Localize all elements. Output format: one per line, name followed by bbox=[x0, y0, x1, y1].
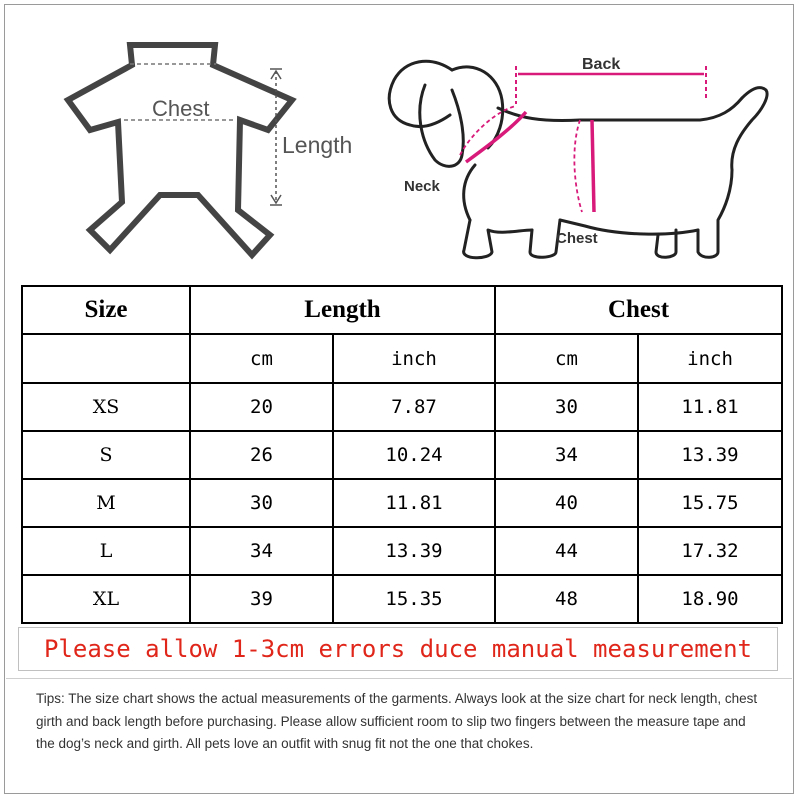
length-inch-cell: 10.24 bbox=[333, 431, 495, 479]
size-chart-table bbox=[21, 285, 783, 624]
chest-inch-cell: 15.75 bbox=[638, 479, 782, 527]
table-row bbox=[22, 479, 782, 527]
dog-chest-label: Chest bbox=[556, 230, 598, 247]
garment-length-label: Length bbox=[282, 132, 353, 158]
length-inch-unit: inch bbox=[333, 334, 495, 383]
length-cm-cell: 20 bbox=[190, 383, 333, 431]
garment-chest-label: Chest bbox=[152, 96, 210, 121]
chest-inch-cell: 17.32 bbox=[638, 527, 782, 575]
chest-inch-cell: 11.81 bbox=[638, 383, 782, 431]
divider bbox=[6, 678, 792, 679]
table-row bbox=[22, 383, 782, 431]
chest-header: Chest bbox=[495, 286, 782, 334]
dog-diagram bbox=[380, 30, 780, 280]
length-inch-cell: 11.81 bbox=[333, 479, 495, 527]
units-blank-cell bbox=[22, 334, 190, 383]
units-row bbox=[22, 334, 782, 383]
garment-diagram bbox=[60, 30, 380, 280]
size-header: Size bbox=[22, 286, 190, 334]
chest-cm-cell: 40 bbox=[495, 479, 638, 527]
size-cell: S bbox=[22, 431, 190, 479]
chest-inch-cell: 13.39 bbox=[638, 431, 782, 479]
length-cm-cell: 30 bbox=[190, 479, 333, 527]
size-cell: XL bbox=[22, 575, 190, 623]
table-header-row bbox=[22, 286, 782, 334]
length-cm-unit: cm bbox=[190, 334, 333, 383]
chest-cm-cell: 30 bbox=[495, 383, 638, 431]
chest-cm-unit: cm bbox=[495, 334, 638, 383]
length-cm-cell: 26 bbox=[190, 431, 333, 479]
size-cell: XS bbox=[22, 383, 190, 431]
measurement-error-notice: Please allow 1-3cm errors duce manual measurement bbox=[18, 627, 778, 671]
length-cm-cell: 39 bbox=[190, 575, 333, 623]
length-inch-cell: 15.35 bbox=[333, 575, 495, 623]
length-header: Length bbox=[190, 286, 495, 334]
chest-cm-cell: 48 bbox=[495, 575, 638, 623]
length-cm-cell: 34 bbox=[190, 527, 333, 575]
chest-cm-cell: 34 bbox=[495, 431, 638, 479]
dog-neck-label: Neck bbox=[404, 178, 440, 195]
chest-inch-unit: inch bbox=[638, 334, 782, 383]
table-row bbox=[22, 527, 782, 575]
length-inch-cell: 13.39 bbox=[333, 527, 495, 575]
length-inch-cell: 7.87 bbox=[333, 383, 495, 431]
dog-back-label: Back bbox=[582, 56, 621, 73]
size-cell: L bbox=[22, 527, 190, 575]
table-row bbox=[22, 575, 782, 623]
chest-cm-cell: 44 bbox=[495, 527, 638, 575]
table-row bbox=[22, 431, 782, 479]
size-cell: M bbox=[22, 479, 190, 527]
chest-inch-cell: 18.90 bbox=[638, 575, 782, 623]
tips-text: Tips: The size chart shows the actual measurements of the garments. Always look at the size chart for neck length, chest girth and back length before purchasing. Please allow sufficient room to slip two fingers between the measure tape and the dog’s neck and girth. All pets love an outfit with snug fit not the one that chokes. bbox=[36, 691, 758, 751]
